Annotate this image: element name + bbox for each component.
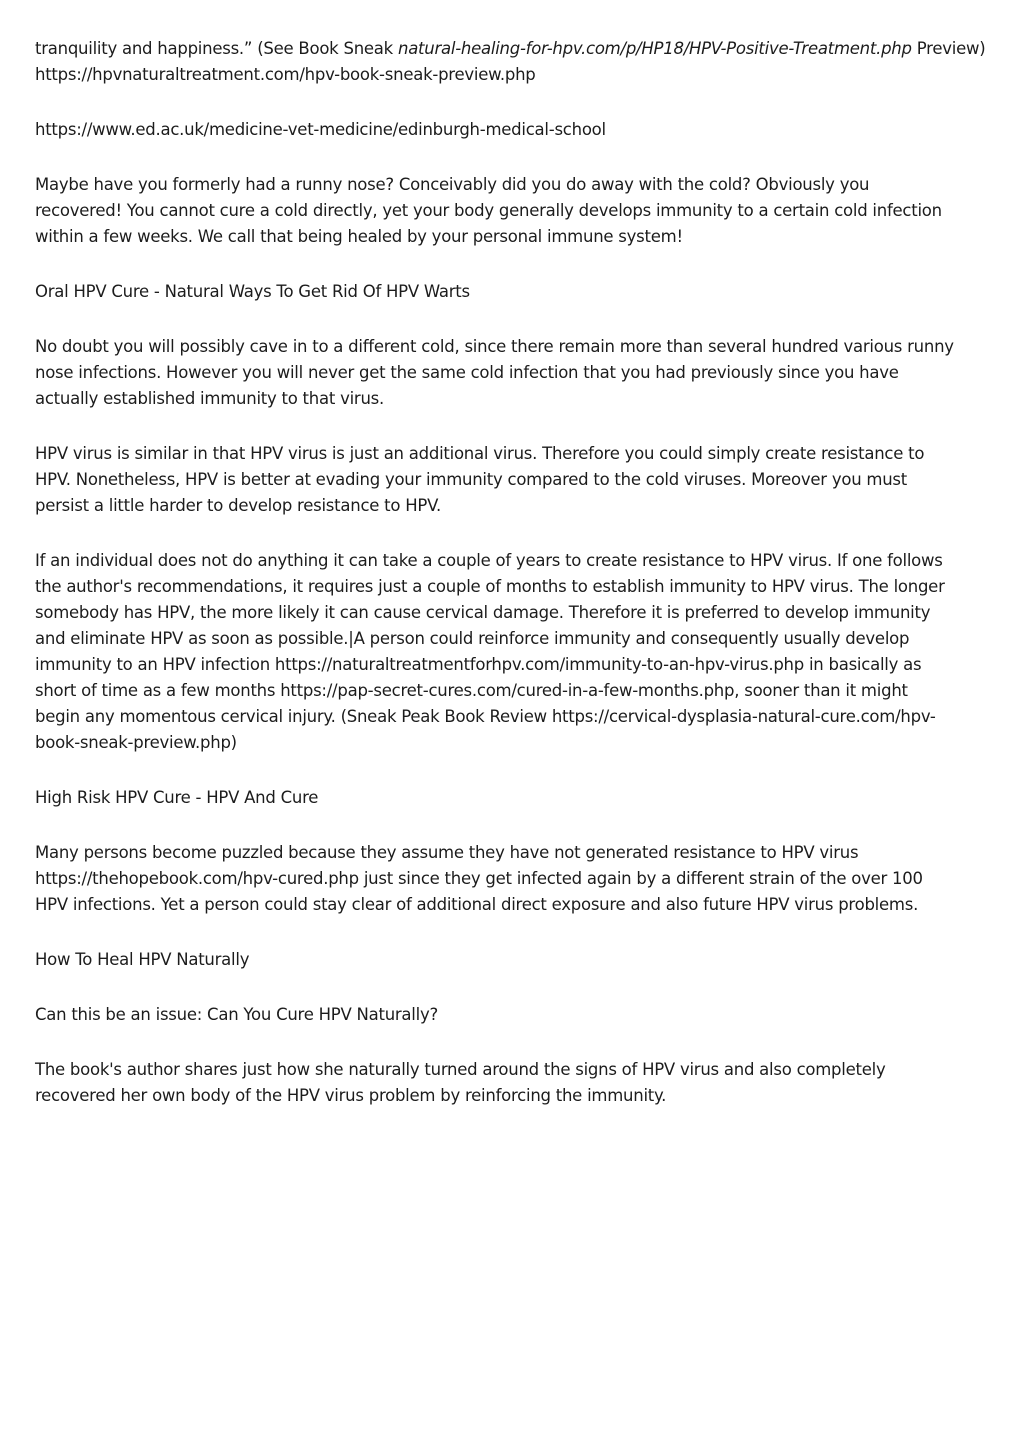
hpv-similar-paragraph: HPV virus is similar in that HPV virus is just an additional virus. Therefore you could simply create resistance to HPV. Nonetheless, HPV is better at evading your immunity compared to the cold viruses. Moreover you must persist a little harder to develop resistance to HPV. <box>35 444 925 515</box>
heal-naturally-heading: How To Heal HPV Naturally <box>35 950 250 969</box>
intro-paragraph <box>35 36 995 88</box>
different-cold-paragraph: No doubt you will possibly cave in to a different cold, since there remain more than several hundred various runny nose infections. However you will never get the same cold infection that you had previously since you have actually established immunity to that virus. <box>35 337 954 408</box>
oral-hpv-cure-heading: Oral HPV Cure - Natural Ways To Get Rid Of HPV Warts <box>35 282 470 301</box>
document-page <box>35 36 995 1138</box>
runny-nose-paragraph: Maybe have you formerly had a runny nose? Conceivably did you do away with the cold? Obviously you recovered! You cannot cure a cold directly, yet your body generally develops immunity to a certain cold infection within a few weeks. We call that being healed by your personal immune system! <box>35 175 942 246</box>
puzzled-persons-paragraph: Many persons become puzzled because they assume they have not generated resistance to HPV virus https://thehopebook.com/hpv-cured.php just since they get infected again by a different strain of the over 100 HPV infections. Yet a person could stay clear of additional direct exposure and also future HPV virus problems. <box>35 843 923 914</box>
source-url-paragraph: https://www.ed.ac.uk/medicine-vet-medicine/edinburgh-medical-school <box>35 120 606 139</box>
issue-question-line: Can this be an issue: Can You Cure HPV Naturally? <box>35 1005 438 1024</box>
high-risk-hpv-heading: High Risk HPV Cure - HPV And Cure <box>35 788 319 807</box>
intro-italic-link: natural-healing-for-hpv.com/p/HP18/HPV-Positive-Treatment.php <box>397 39 912 58</box>
resistance-timeline-paragraph: If an individual does not do anything it can take a couple of years to create resistance to HPV virus. If one follows the author's recommendations, it requires just a couple of months to establish immunity to HPV virus. The longer somebody has HPV, the more likely it can cause cervical damage. Therefore it is preferred to develop immunity and eliminate HPV as soon as possible.|A person could reinforce immunity and consequently usually develop immunity to an HPV infection https://naturaltreatmentforhpv.com/immunity-to-an-hpv-virus.php in basically as short of time as a few months https://pap-secret-cures.com/cured-in-a-few-months.php, sooner than it might begin any momentous cervical injury. (Sneak Peak Book Review https://cervical-dysplasia-natural-cure.com/hpv- book-sneak-preview.php) <box>35 551 945 752</box>
intro-lead-text: tranquility and happiness.” (See Book Sneak <box>35 39 398 58</box>
intro-tail-text: Preview) https://hpvnaturaltreatment.com/hpv-book-sneak-preview.php <box>35 39 986 84</box>
author-shares-paragraph: The book's author shares just how she naturally turned around the signs of HPV virus and also completely recovered her own body of the HPV virus problem by reinforcing the immunity. <box>35 1060 886 1105</box>
